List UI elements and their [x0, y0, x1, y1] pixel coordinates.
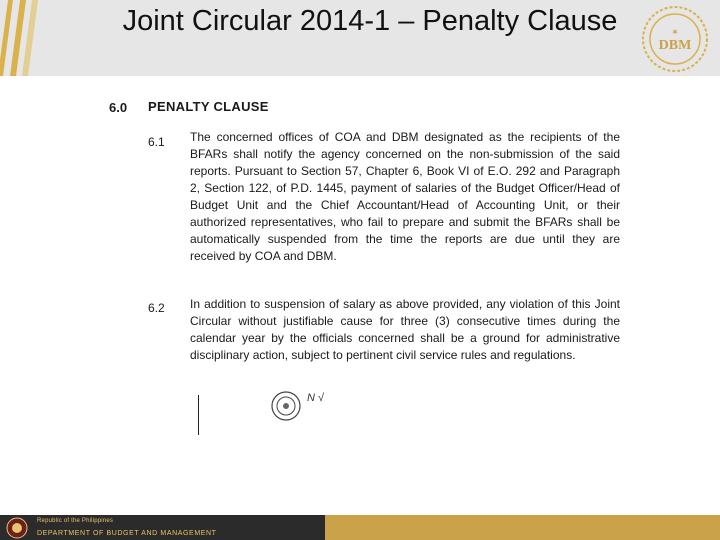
signature-line	[198, 395, 199, 435]
section-number: 6.0	[109, 100, 128, 115]
official-seal-icon	[270, 390, 302, 422]
svg-text:✶: ✶	[671, 27, 679, 37]
logo-text: DBM	[658, 38, 692, 53]
dbm-seal-icon	[6, 517, 28, 539]
footer-republic: Republic of the Philippines	[37, 518, 114, 524]
footer-band	[0, 515, 325, 540]
footer-department: DEPARTMENT OF BUDGET AND MANAGEMENT	[37, 530, 217, 537]
slide-footer	[0, 515, 720, 540]
scanned-document	[100, 90, 630, 440]
slide-title: Joint Circular 2014-1 – Penalty Clause	[122, 5, 618, 37]
paragraph-text: In addition to suspension of salary as above provided, any violation of this Joint Circular without justifiable cause for three (3) consecutive times during the calendar year by the officials concerned shall be a ground for administrative disciplinary action, subject to pertinent civil service rules and regulations.	[190, 297, 620, 362]
section-title: PENALTY CLAUSE	[148, 99, 269, 114]
paragraph-number: 6.2	[148, 301, 165, 315]
slide-header	[0, 0, 720, 76]
decorative-stripes	[0, 0, 40, 76]
dbm-logo-icon	[640, 4, 710, 74]
paragraph-number: 6.1	[148, 135, 165, 149]
signature-mark: N √	[307, 392, 325, 404]
paragraph-text: The concerned offices of COA and DBM designated as the recipients of the BFARs shall notify the agency concerned on the non-submission of the said reports. Pursuant to Section 57, Chapter 6, Book VI of E.O. 292 and Paragraph 2, Section 122, of P.D. 1445, payment of salaries of the Budget Officer/Head of Budget Unit and the Chief Accountant/Head of Accounting Unit, or their authorized representatives, who fail to prepare and submit the BFARs shall be automatically suspended from the time the reports are due until they are received by COA and DBM.	[190, 130, 620, 263]
